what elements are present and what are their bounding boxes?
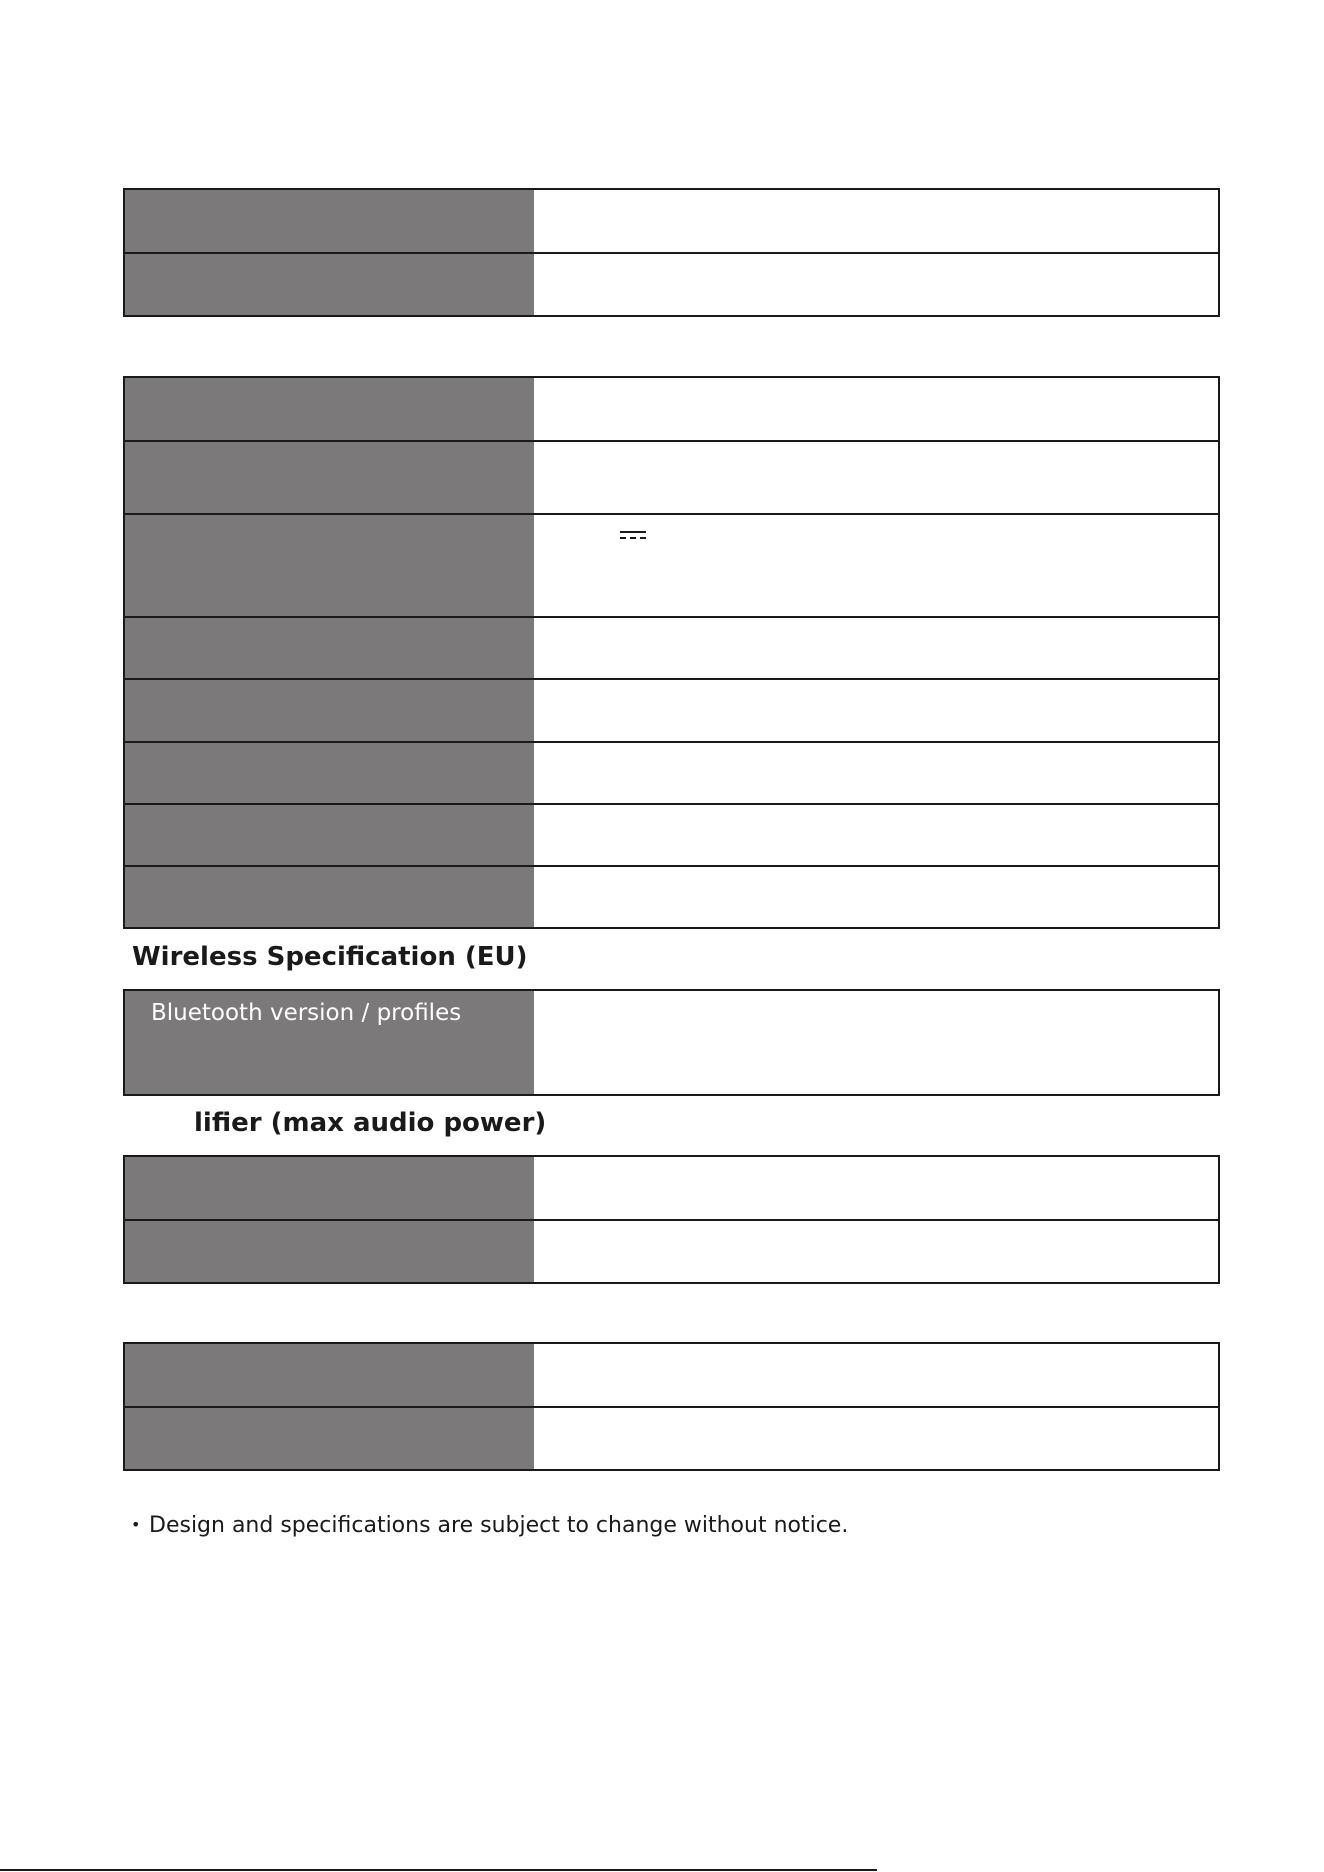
value-cell: [534, 991, 1218, 1094]
value-cell: [534, 867, 1218, 927]
spec-table-amplifier: [123, 1155, 1220, 1284]
table-row: [125, 190, 1218, 252]
value-cell: [534, 190, 1218, 252]
value-cell: [534, 1408, 1218, 1469]
table-row: [125, 1157, 1218, 1219]
label-cell: [125, 1408, 534, 1469]
section-heading-wireless: Wireless Specification (EU): [132, 942, 528, 972]
value-cell: [534, 680, 1218, 741]
table-row: [125, 741, 1218, 803]
spec-table-1: [123, 188, 1220, 317]
spec-table-5: [123, 1342, 1220, 1471]
bullet-icon: •: [131, 1515, 141, 1534]
label-cell: [125, 1344, 534, 1406]
table-row: [125, 1219, 1218, 1282]
footer-divider: [0, 1869, 877, 1871]
table-row: [125, 865, 1218, 927]
spec-table-wireless: [123, 989, 1220, 1096]
label-cell: [125, 991, 534, 1094]
value-cell: [534, 1221, 1218, 1282]
spec-table-2: [123, 376, 1220, 929]
label-cell: [125, 805, 534, 865]
table-row: [125, 440, 1218, 513]
label-cell: [125, 254, 534, 315]
value-cell: [534, 254, 1218, 315]
label-cell: [125, 378, 534, 440]
disclaimer-text: Design and specifications are subject to change without notice.: [149, 1513, 849, 1538]
table-row: [125, 803, 1218, 865]
table-row: [125, 1344, 1218, 1406]
dc-current-icon: [620, 530, 646, 540]
table-row: [125, 1406, 1218, 1469]
value-cell: [534, 442, 1218, 513]
label-cell: [125, 618, 534, 678]
bluetooth-version-label: Bluetooth version / profiles: [151, 1000, 462, 1026]
value-cell: [534, 1157, 1218, 1219]
value-cell: [534, 515, 1218, 616]
label-cell: [125, 515, 534, 616]
value-cell: [534, 618, 1218, 678]
label-cell: [125, 1221, 534, 1282]
label-cell: [125, 442, 534, 513]
table-row: [125, 378, 1218, 440]
label-cell: [125, 743, 534, 803]
label-cell: [125, 867, 534, 927]
value-cell: [534, 1344, 1218, 1406]
value-cell: [534, 378, 1218, 440]
table-row: [125, 513, 1218, 616]
label-cell: [125, 1157, 534, 1219]
section-heading-amplifier: lifier (max audio power): [194, 1108, 547, 1138]
label-cell: [125, 680, 534, 741]
value-cell: [534, 805, 1218, 865]
table-row: [125, 252, 1218, 315]
table-row: [125, 991, 1218, 1094]
value-cell: [534, 743, 1218, 803]
label-cell: [125, 190, 534, 252]
disclaimer-note: [131, 1513, 848, 1538]
table-row: [125, 616, 1218, 678]
table-row: [125, 678, 1218, 741]
